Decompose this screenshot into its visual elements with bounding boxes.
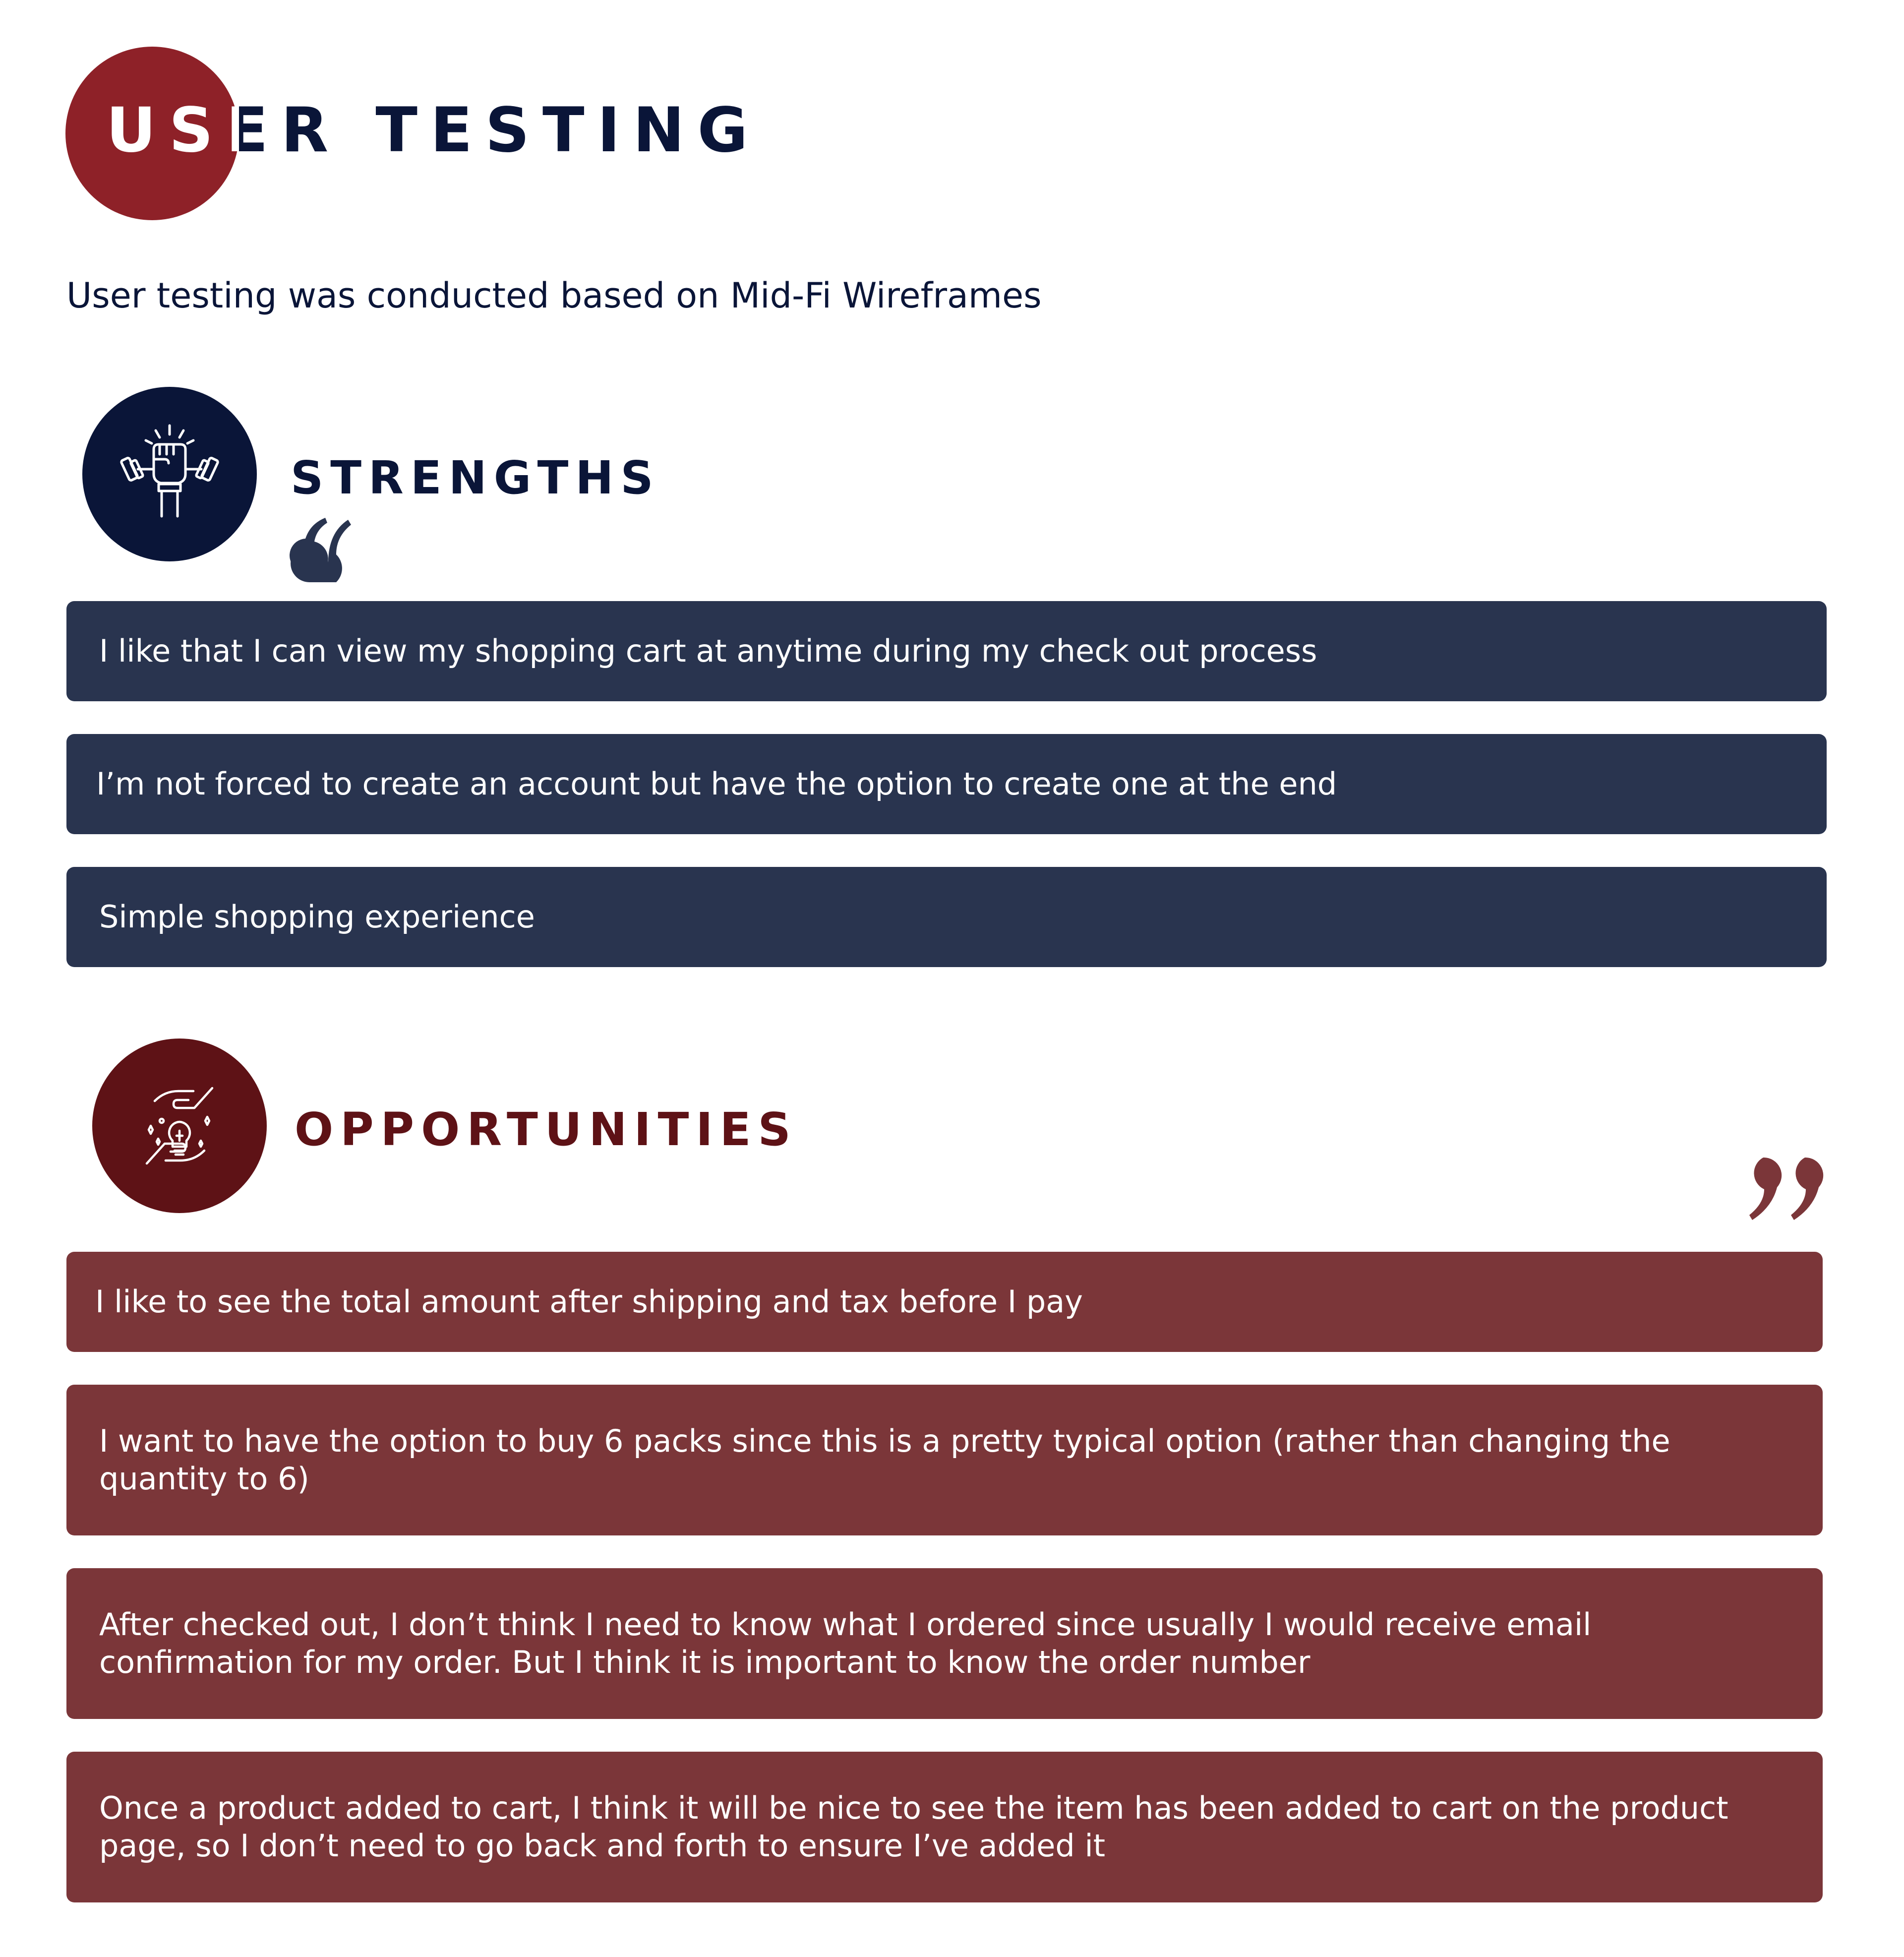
open-quote-icon [290, 518, 374, 582]
strength-text-3: Simple shopping experience [99, 899, 535, 935]
opportunities-icon-badge [92, 1039, 267, 1213]
opportunity-text-1: I like to see the total amount after shipping and tax before I pay [95, 1284, 1083, 1320]
page-title-text: USER TESTING [106, 95, 761, 166]
page-subtitle: User testing was conducted based on Mid-Fi Wireframes [66, 275, 1042, 316]
page-title [106, 93, 761, 168]
opportunity-text-4: Once a product added to cart, I think it will be nice to see the item has been added to cart on the product page, so I don’t need to go back and forth to ensure I’ve added it [99, 1790, 1728, 1864]
strength-card-3 [66, 867, 1827, 967]
strength-fist-dumbbell-icon [110, 415, 229, 534]
opportunity-text-2: I want to have the option to buy 6 packs since this is a pretty typical option (rather than changing the quantity to 6) [99, 1423, 1670, 1497]
opportunity-card-4 [66, 1752, 1823, 1902]
opportunity-text-3: After checked out, I don’t think I need to know what I ordered since usually I would receive email confirmation for my order. But I think it is important to know the order number [99, 1606, 1592, 1680]
strengths-title: STRENGTHS [291, 451, 660, 504]
opportunity-card-2 [66, 1385, 1823, 1535]
hands-lightbulb-icon [120, 1066, 239, 1185]
strength-text-1: I like that I can view my shopping cart at anytime during my check out process [99, 633, 1317, 669]
opportunity-card-3 [66, 1568, 1823, 1719]
strength-text-2: I’m not forced to create an account but have the option to create one at the end [96, 766, 1337, 802]
close-quote-icon [1742, 1158, 1827, 1222]
opportunity-card-1 [66, 1252, 1823, 1352]
strength-card-2 [66, 734, 1827, 834]
opportunities-title: OPPORTUNITIES [295, 1103, 798, 1156]
strength-card-1 [66, 601, 1827, 701]
strengths-icon-badge [82, 387, 257, 561]
